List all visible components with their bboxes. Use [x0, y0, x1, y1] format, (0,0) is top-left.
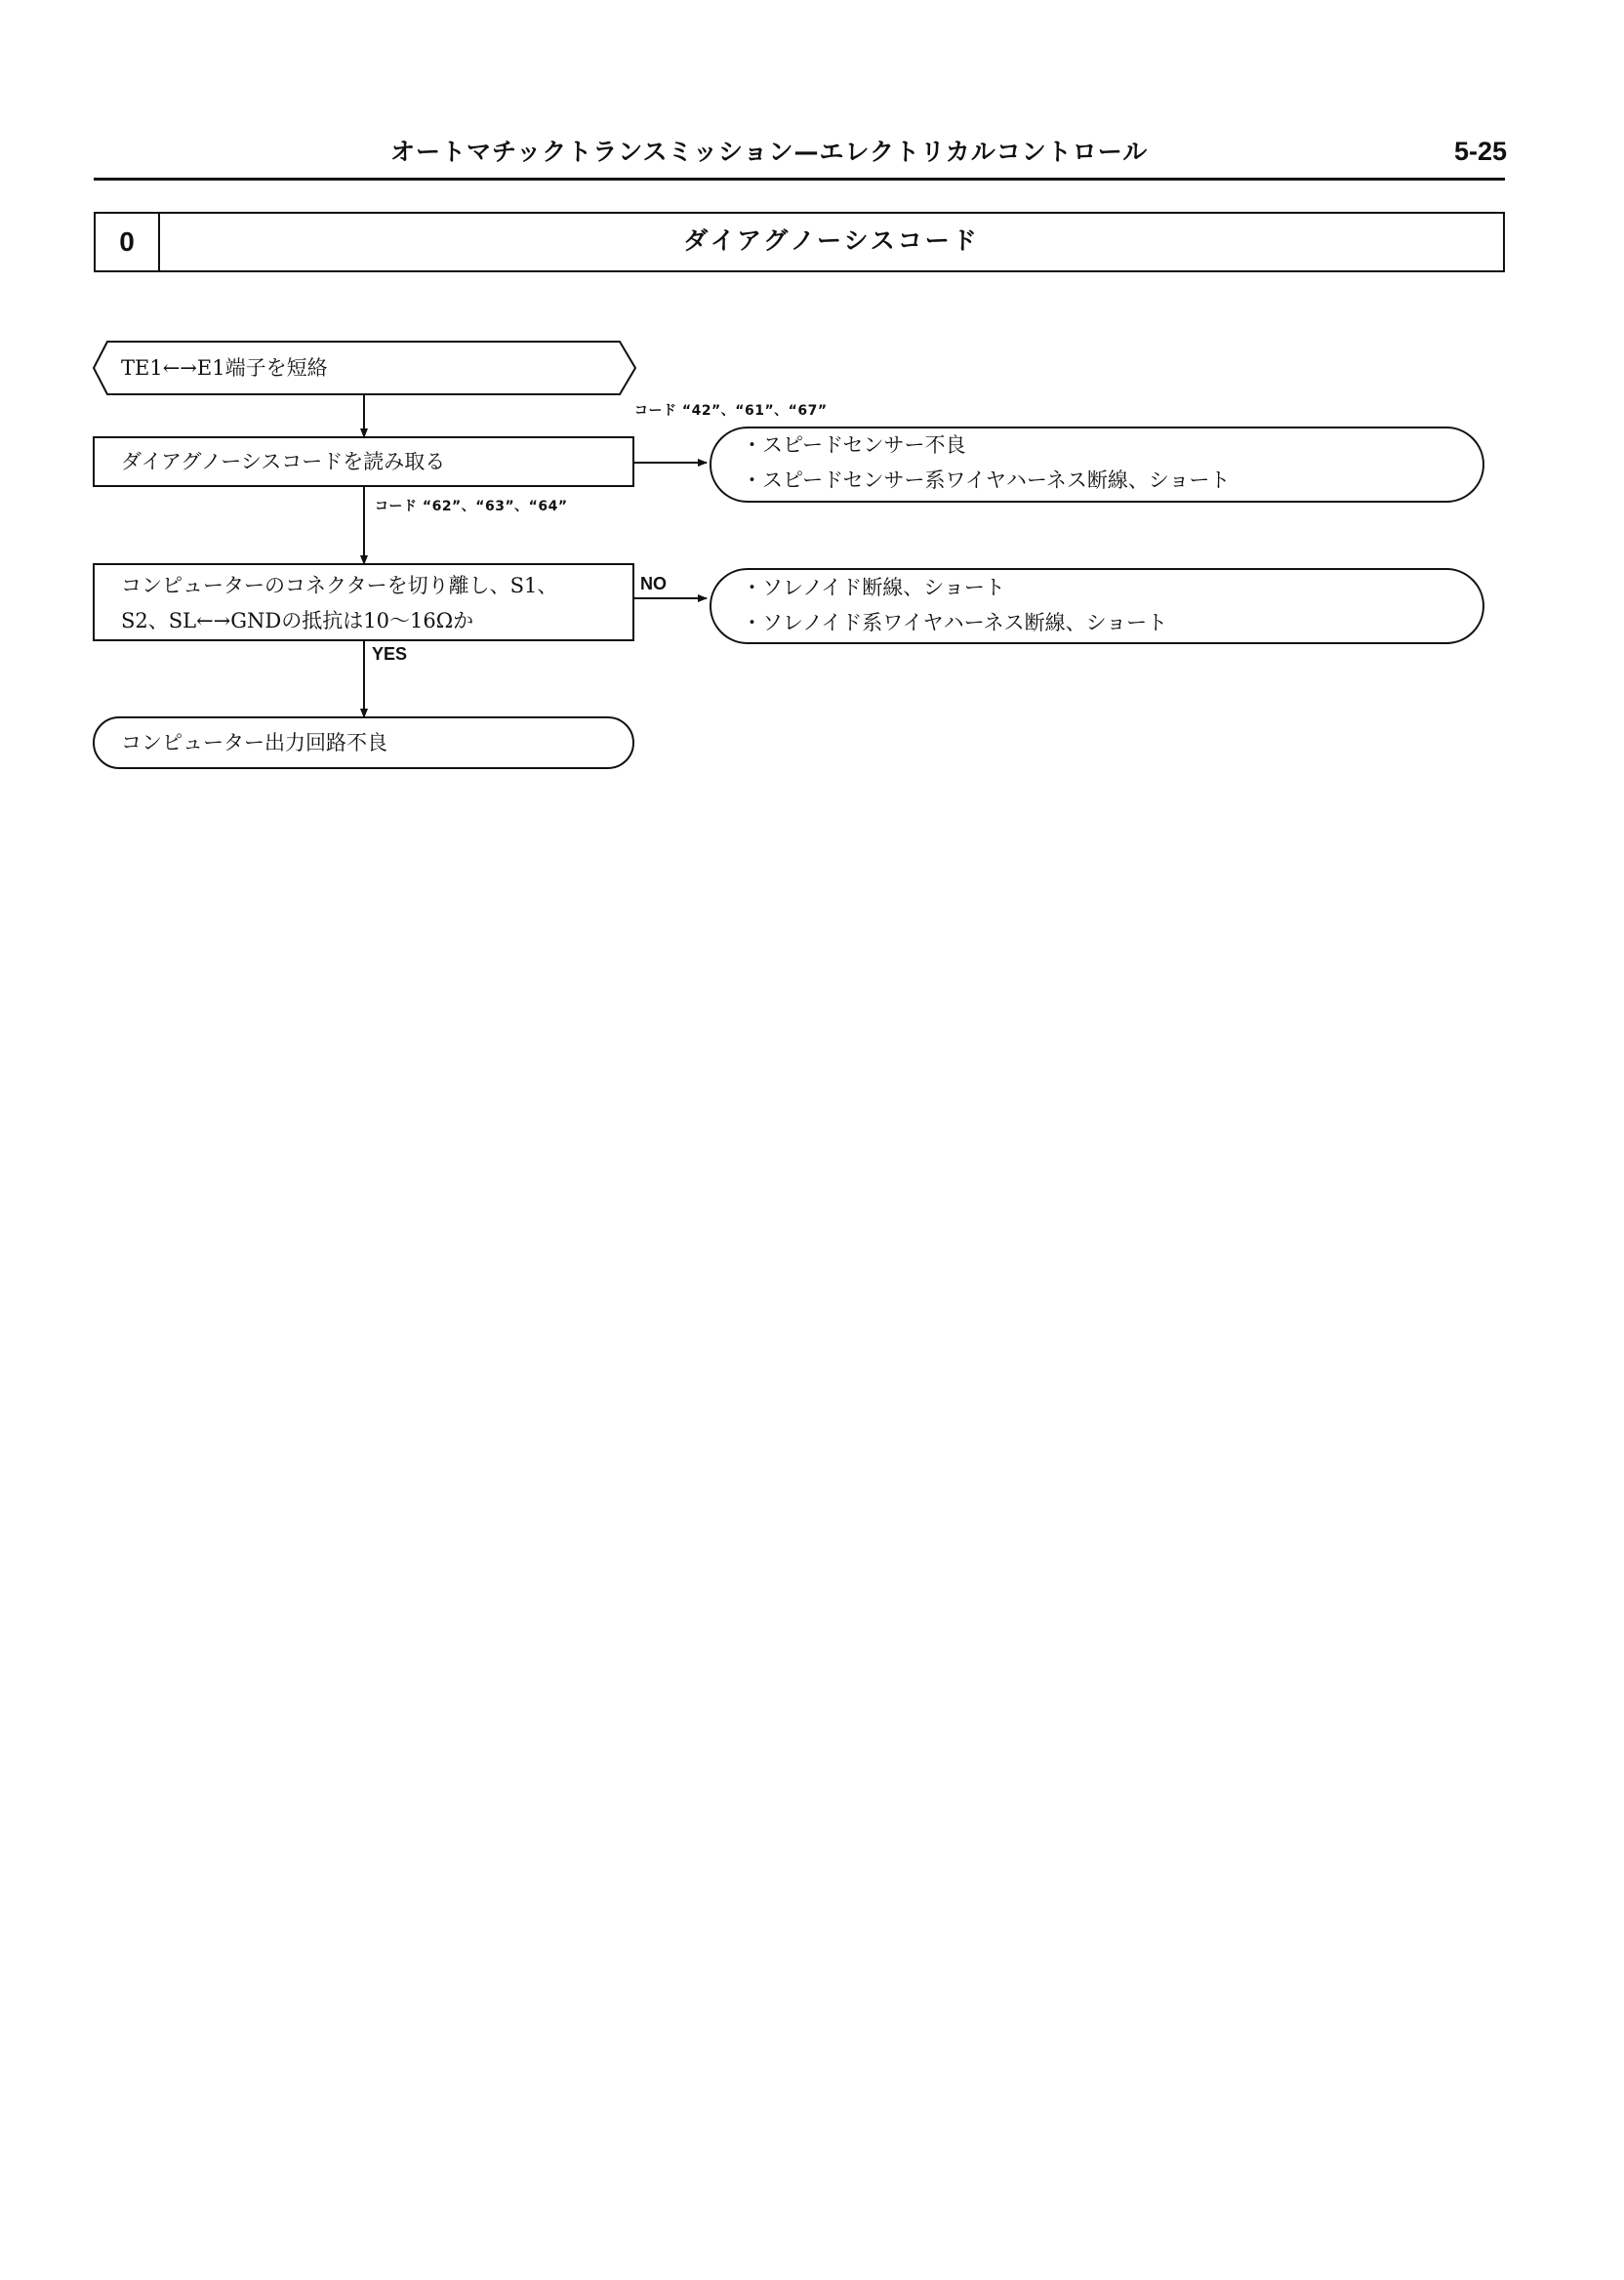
- codes-speed-label: コード “42”、“61”、“67”: [634, 403, 828, 419]
- yes-branch-label: YES: [372, 644, 408, 664]
- page-number: 5-25: [1453, 137, 1507, 166]
- speed-result-line1: ・スピードセンサー不良: [742, 433, 966, 457]
- end-terminal-label: コンピューター出力回路不良: [121, 731, 387, 754]
- section-title: ダイアグノーシスコード: [683, 226, 980, 255]
- solenoid-result-line1: ・ソレノイド断線、ショート: [742, 576, 1005, 599]
- section-number: 0: [96, 214, 160, 270]
- page-header-title: オートマチックトランスミッション—エレクトリカルコントロール: [390, 138, 1149, 166]
- solenoid-result-line2: ・ソレノイド系ワイヤハーネス断線、ショート: [742, 611, 1168, 634]
- check-line2: S2、SL←→GNDの抵抗は10～16Ωか: [121, 609, 474, 632]
- codes-solenoid-label: コード “62”、“63”、“64”: [375, 499, 568, 514]
- read-codes-label: ダイアグノーシスコードを読み取る: [121, 450, 446, 473]
- speed-result-line2: ・スピードセンサー系ワイヤハーネス断線、ショート: [742, 468, 1231, 492]
- no-branch-label: NO: [640, 574, 667, 593]
- check-line1: コンピューターのコネクターを切り離し、S1、: [121, 574, 558, 597]
- start-terminal-label: TE1←→E1端子を短絡: [121, 356, 328, 380]
